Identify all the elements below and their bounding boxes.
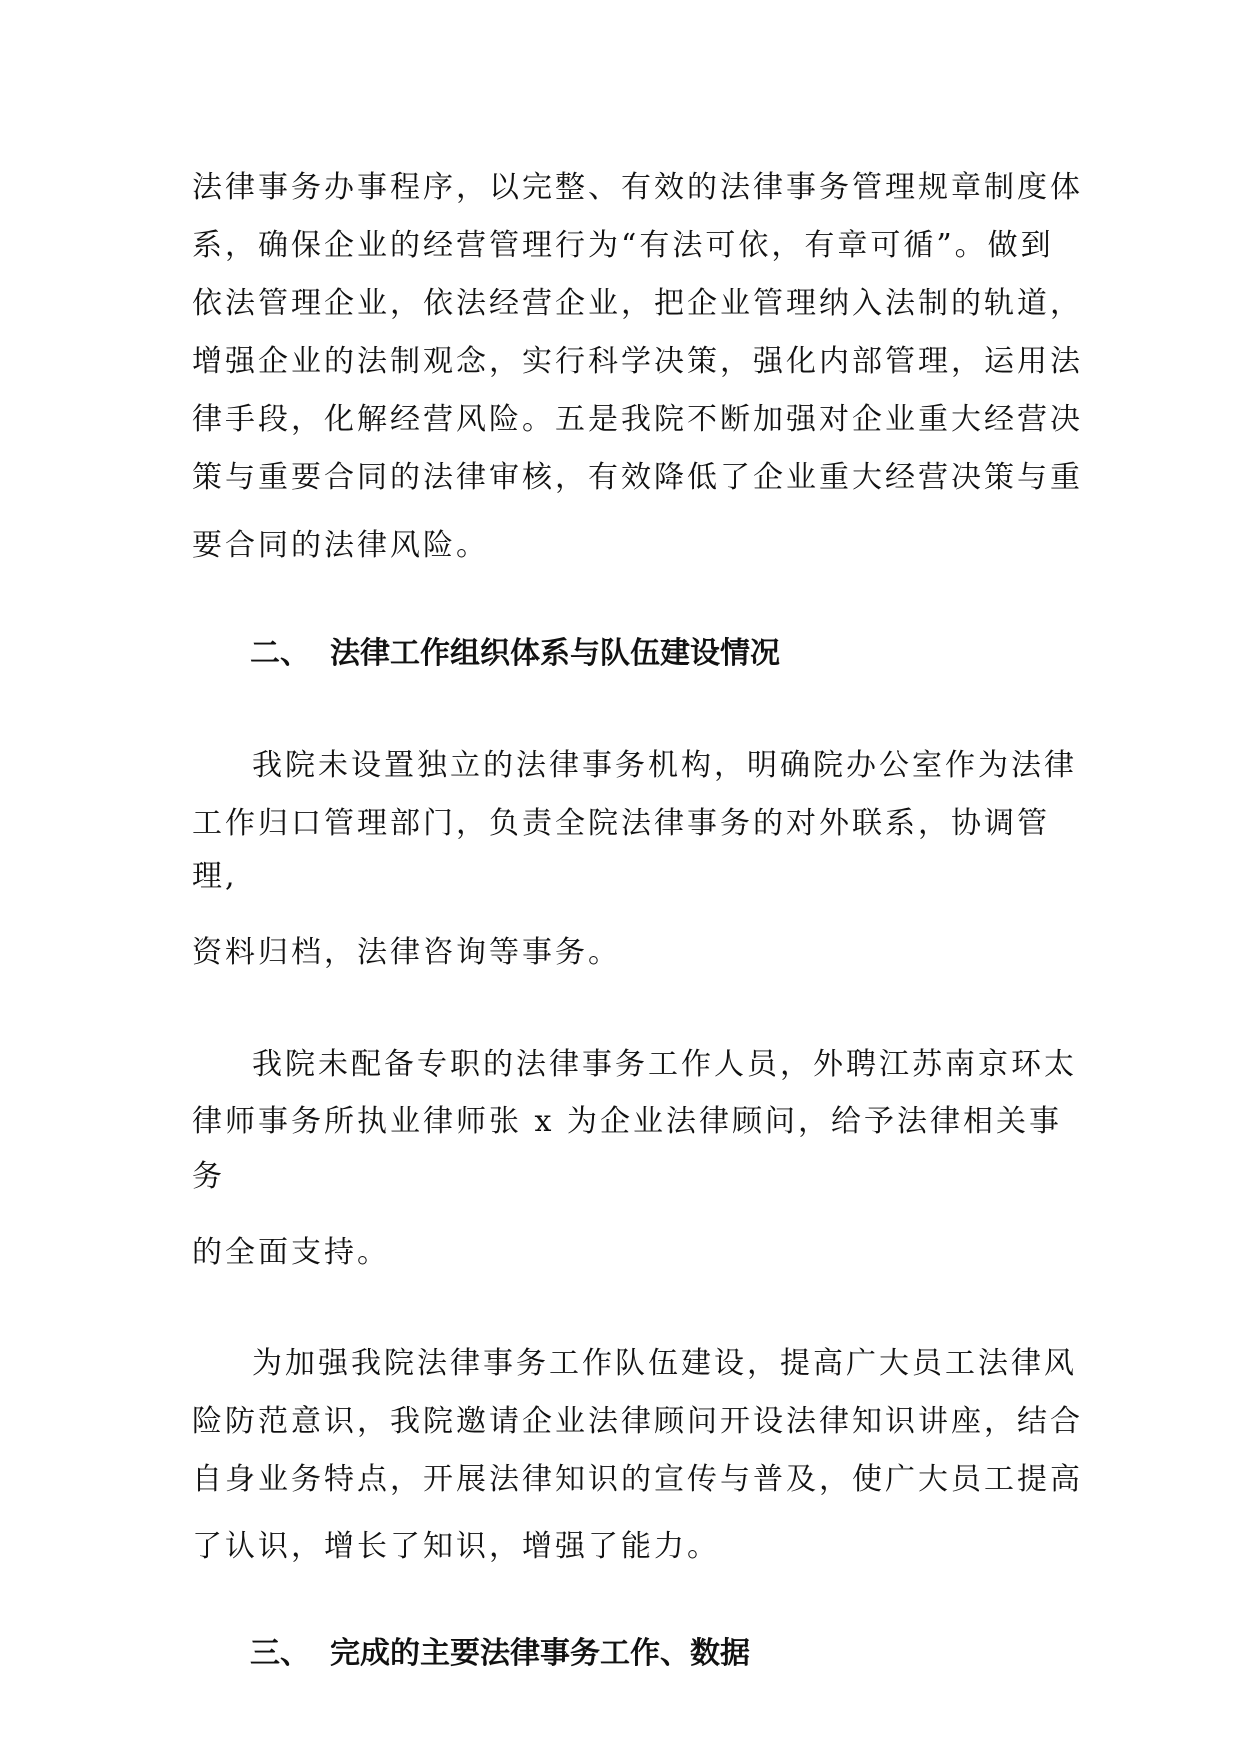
section-number: 三、	[250, 1636, 310, 1671]
text-line: 工作归口管理部门，负责全院法律事务的对外联系，协调管	[192, 806, 1050, 841]
text-line: 的全面支持。	[192, 1235, 390, 1270]
text-line: 要合同的法律风险。	[192, 528, 489, 563]
text-line: 系，确保企业的经营管理行为“有法可依，有章可循”。做到	[192, 228, 1054, 263]
text-line: 律师事务所执业律师张 x 为企业法律顾问，给予法律相关事	[192, 1104, 1062, 1139]
text-line: 我院未配备专职的法律事务工作人员，外聘江苏南京环太	[252, 1047, 1077, 1082]
text-line: 资料归档，法律咨询等事务。	[192, 935, 621, 970]
section-number: 二、	[250, 636, 310, 671]
text-line: 了认识，增长了知识，增强了能力。	[192, 1529, 720, 1564]
section-title: 完成的主要法律事务工作、数据	[330, 1636, 750, 1671]
text-line: 我院未设置独立的法律事务机构，明确院办公室作为法律	[252, 748, 1077, 783]
text-line: 务	[192, 1159, 225, 1194]
text-line: 险防范意识，我院邀请企业法律顾问开设法律知识讲座，结合	[192, 1404, 1083, 1439]
section-title: 法律工作组织体系与队伍建设情况	[330, 636, 780, 671]
text-line: 理,	[192, 859, 238, 894]
text-line: 自身业务特点，开展法律知识的宣传与普及，使广大员工提高	[192, 1462, 1083, 1497]
text-line: 依法管理企业，依法经营企业，把企业管理纳入法制的轨道，	[192, 286, 1083, 321]
text-line: 为加强我院法律事务工作队伍建设，提高广大员工法律风	[252, 1346, 1077, 1381]
text-line: 律手段，化解经营风险。五是我院不断加强对企业重大经营决	[192, 402, 1083, 437]
text-line: 法律事务办事程序，以完整、有效的法律事务管理规章制度体	[192, 170, 1083, 205]
text-line: 策与重要合同的法律审核，有效降低了企业重大经营决策与重	[192, 460, 1083, 495]
text-line: 增强企业的法制观念，实行科学决策，强化内部管理，运用法	[192, 344, 1083, 379]
